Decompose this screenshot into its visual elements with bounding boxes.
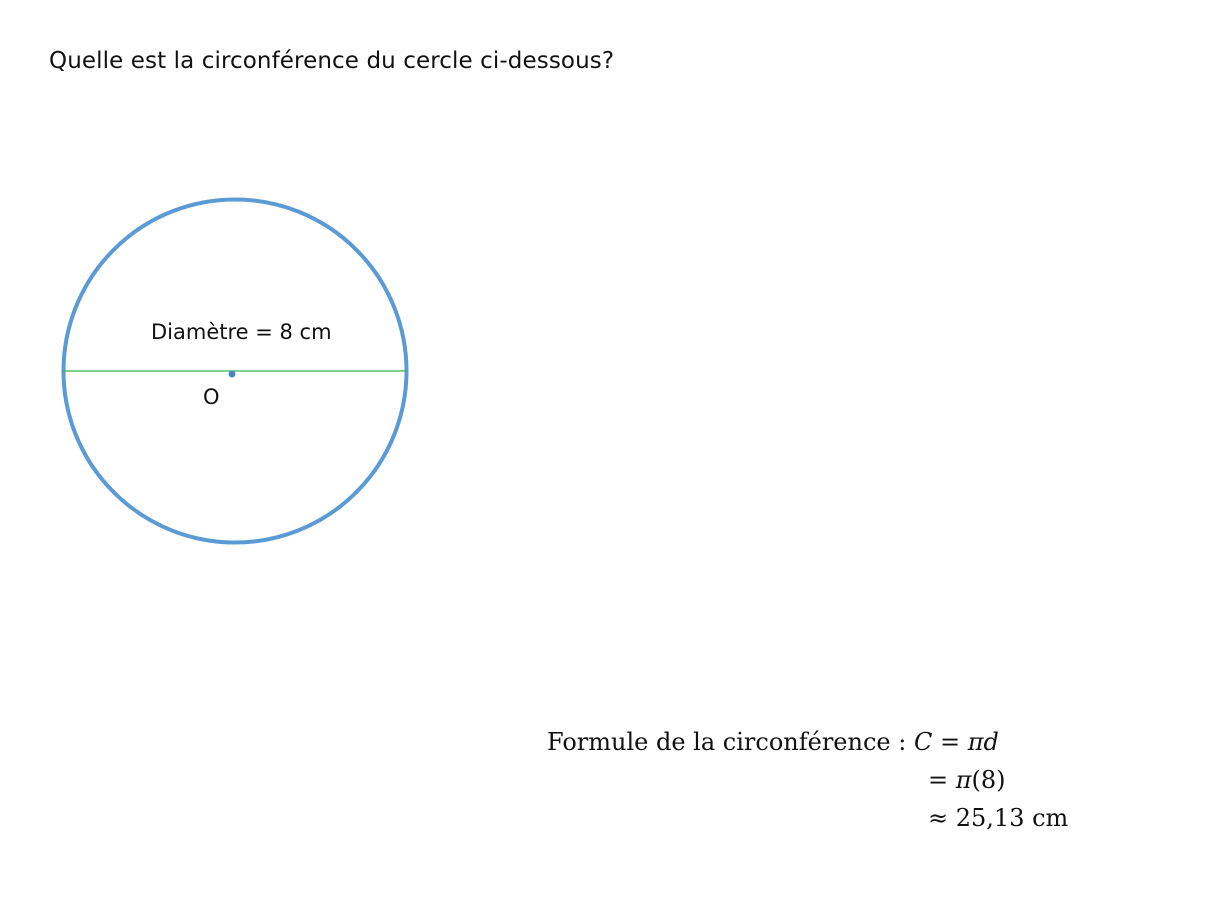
formula-d: d [983, 728, 999, 756]
formula-equals-2: = [928, 766, 956, 794]
formula-line-2 [928, 766, 1006, 794]
diameter-label: Diamètre = 8 cm [151, 320, 332, 344]
center-point [229, 371, 236, 378]
formula-equals: = [932, 728, 968, 756]
formula-line-1 [547, 728, 999, 756]
formula-prefix: Formule de la circonférence : [547, 728, 914, 756]
center-label: O [203, 385, 220, 409]
formula-line-3 [928, 804, 1068, 832]
formula-pi: π [967, 728, 984, 756]
formula-result: 25,13 cm [955, 804, 1069, 832]
formula-approx: ≈ [928, 804, 956, 832]
formula-pi-2: π [955, 766, 972, 794]
question-text: Quelle est la circonférence du cercle ci-dessous? [49, 48, 615, 74]
formula-lhs: C [913, 728, 933, 756]
formula-substitution: (8) [971, 766, 1006, 794]
